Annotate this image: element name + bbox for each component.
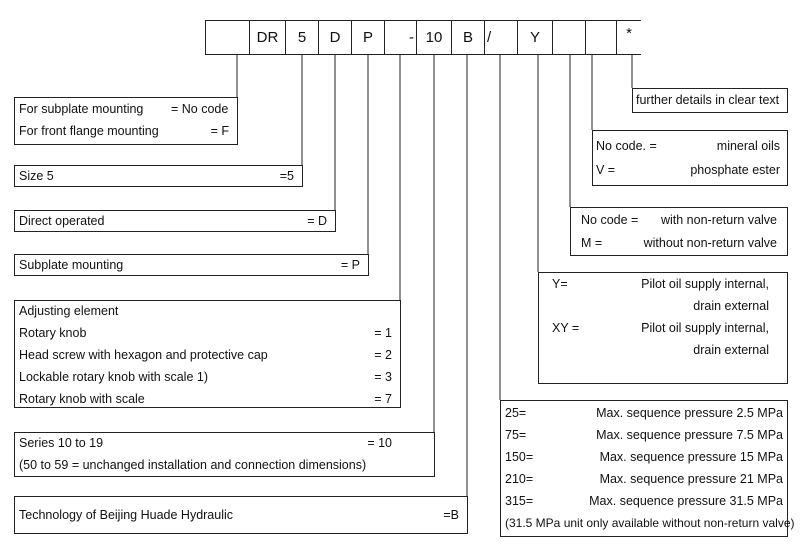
code-cell-technology: B xyxy=(451,20,485,55)
code-cell-series: 10 xyxy=(416,20,452,55)
pilot-row-code: XY = xyxy=(552,321,580,335)
pressure-row-desc: Max. sequence pressure 2.5 MPa xyxy=(596,406,783,420)
adjusting-row-label: Head screw with hexagon and protective cap xyxy=(19,348,268,362)
pressure-row-desc: Max. sequence pressure 31.5 MPa xyxy=(589,494,783,508)
technology-label: Technology of Beijing Huade Hydraulic xyxy=(19,508,234,522)
pressure-row-desc: Max. sequence pressure 15 MPa xyxy=(599,450,783,464)
valve-row-desc: without non-return valve xyxy=(643,236,777,250)
code-cell-fluid xyxy=(585,20,617,55)
mounting-subplate-value: = No code xyxy=(171,102,229,116)
adjusting-row-value: = 3 xyxy=(374,370,392,384)
code-cell-valve xyxy=(552,20,586,55)
fluid-row-desc: phosphate ester xyxy=(690,163,780,177)
operation-label: Direct operated xyxy=(19,214,105,228)
size-value: =5 xyxy=(279,169,294,183)
pilot-row-line1: Pilot oil supply internal, xyxy=(641,277,769,291)
code-cell-pressure-value xyxy=(484,20,518,55)
pressure-row-code: 150= xyxy=(505,450,534,464)
adjusting-title: Adjusting element xyxy=(19,304,119,318)
pressure-row-code: 75= xyxy=(505,428,527,442)
mounting-box xyxy=(14,97,238,145)
series-label: Series 10 to 19 xyxy=(19,436,104,450)
valve-box xyxy=(570,207,788,256)
series-box xyxy=(14,432,435,477)
adjusting-row-value: = 2 xyxy=(374,348,392,362)
adjusting-box xyxy=(14,300,401,408)
pilot-row-line2: drain external xyxy=(693,343,769,357)
size-label: Size 5 xyxy=(19,169,54,183)
code-cell-pilot: Y xyxy=(517,20,553,55)
operation-value: = D xyxy=(307,214,327,228)
adjusting-row-label: Rotary knob xyxy=(19,326,87,340)
adjusting-row-value: = 7 xyxy=(374,392,392,406)
pressure-row-desc: Max. sequence pressure 7.5 MPa xyxy=(596,428,783,442)
subplate-label: Subplate mounting xyxy=(19,258,124,272)
code-cell-pressure: / xyxy=(484,20,518,55)
pressure-row-code: 210= xyxy=(505,472,534,486)
pressure-row-desc: Max. sequence pressure 21 MPa xyxy=(599,472,783,486)
pressure-row-code: 315= xyxy=(505,494,534,508)
adjusting-row-label: Lockable rotary knob with scale 1) xyxy=(19,370,208,384)
details-box xyxy=(632,88,788,113)
code-cell-type: DR xyxy=(249,20,286,55)
size-box xyxy=(14,165,303,187)
code-cell-operation: D xyxy=(318,20,352,55)
pilot-box xyxy=(538,272,788,384)
operation-box xyxy=(14,210,336,232)
pressure-box xyxy=(500,400,795,537)
subplate-box xyxy=(14,254,369,276)
technology-box xyxy=(14,496,468,534)
mounting-subplate-label: For subplate mounting xyxy=(19,102,144,116)
fluid-row-code: No code. = xyxy=(596,139,657,153)
fluid-box xyxy=(592,130,788,186)
adjusting-row-label: Rotary knob with scale xyxy=(19,392,145,406)
series-note: (50 to 59 = unchanged installation and connection dimensions) xyxy=(19,458,367,472)
fluid-row-code: V = xyxy=(596,163,616,177)
technology-value: =B xyxy=(443,508,459,522)
pilot-row-line2: drain external xyxy=(693,299,769,313)
pilot-row-code: Y= xyxy=(552,277,568,291)
adjusting-row-value: = 1 xyxy=(374,326,392,340)
code-cell-subplate: P xyxy=(351,20,385,55)
code-cell-size: 5 xyxy=(285,20,319,55)
pressure-row-code: 25= xyxy=(505,406,527,420)
mounting-flange-value: = F xyxy=(210,124,229,138)
series-value: = 10 xyxy=(367,436,392,450)
valve-row-desc: with non-return valve xyxy=(660,213,777,227)
pressure-note: (31.5 MPa unit only available without non-return valve) xyxy=(505,516,795,530)
code-cell-adjusting: - xyxy=(384,20,417,55)
valve-row-code: No code = xyxy=(581,213,639,227)
subplate-value: = P xyxy=(340,258,360,272)
code-cell-mounting xyxy=(205,20,250,55)
code-cell-details: * xyxy=(616,20,641,55)
pilot-row-line1: Pilot oil supply internal, xyxy=(641,321,769,335)
valve-row-code: M = xyxy=(581,236,603,250)
mounting-flange-label: For front flange mounting xyxy=(19,124,159,138)
details-label: further details in clear text xyxy=(636,93,780,107)
fluid-row-desc: mineral oils xyxy=(716,139,780,153)
